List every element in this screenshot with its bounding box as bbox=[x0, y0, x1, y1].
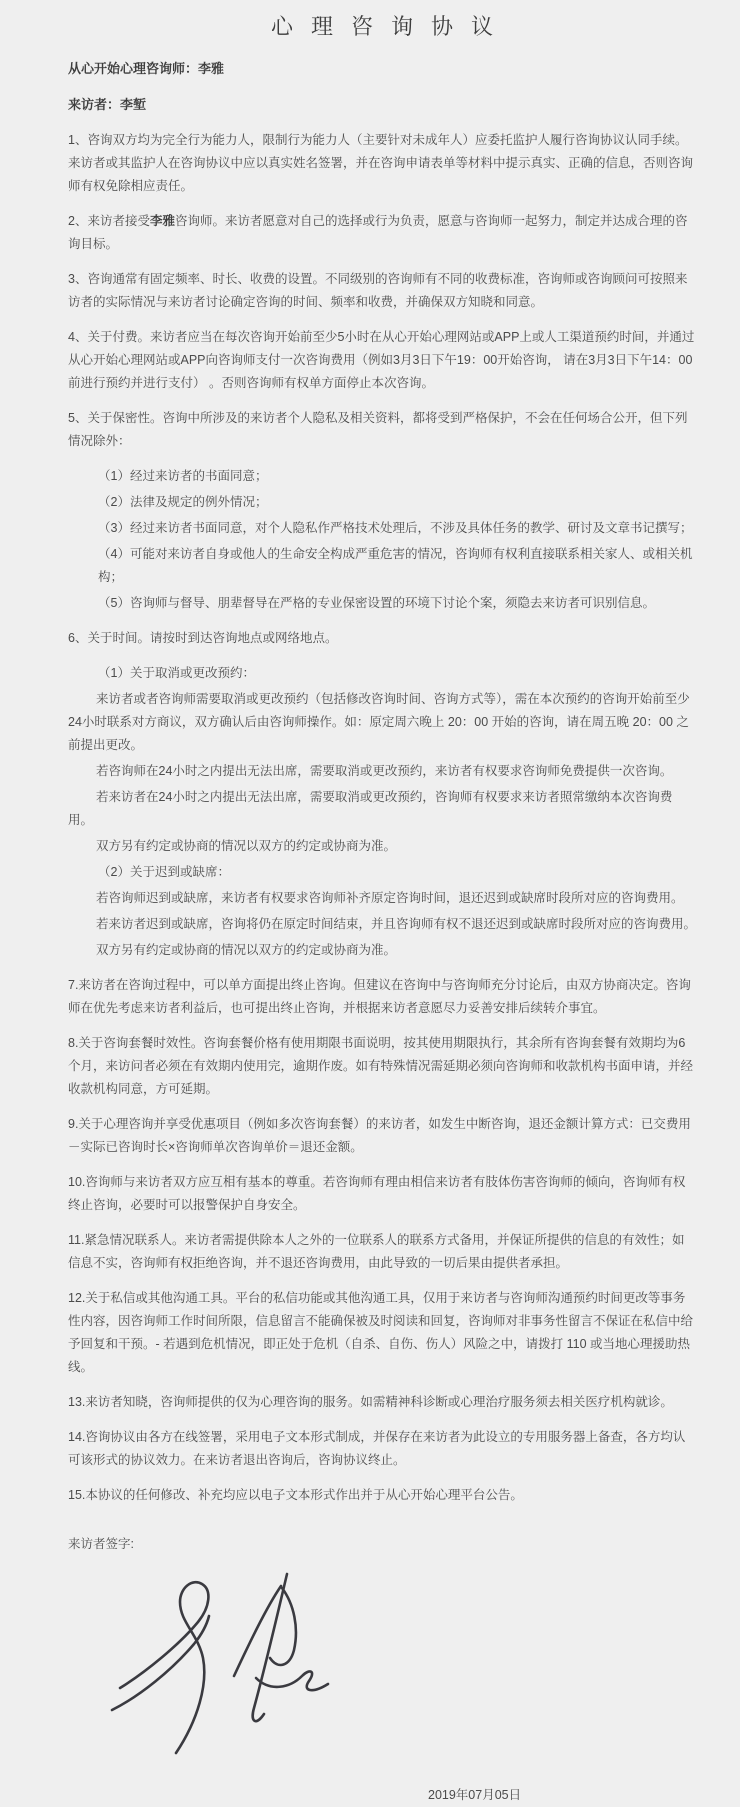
clause-paragraph: 15.本协议的任何修改、补充均应以电子文本形式作出并于从心开始心理平台公告。 bbox=[68, 1488, 523, 1502]
clause-paragraph: （5）咨询师与督导、朋辈督导在严格的专业保密设置的环境下讨论个案，须隐去来访者可识别信息。 bbox=[98, 596, 655, 610]
clause-paragraph: 5、关于保密性。咨询中所涉及的来访者个人隐私及相关资料，都将受到严格保护，不会在任何场合公开，但下列情况除外： bbox=[68, 411, 688, 448]
signature-section bbox=[68, 1533, 696, 1756]
clause-paragraph: 若来访者迟到或缺席，咨询将仍在原定时间结束，并且咨询师有权不退还迟到或缺席时段所对应的咨询费用。 bbox=[96, 917, 697, 931]
page-title: 心理咨询协议 bbox=[270, 14, 511, 39]
clause-paragraph: 12.关于私信或其他沟通工具。平台的私信功能或其他沟通工具，仅用于来访者与咨询师沟通预约时间更改等事务性内容，因咨询师工作时间所限，信息留言不能确保被及时阅读和回复，咨询师对非事务性留言不保证在私信中给予回复和干预。- 若遇到危机情况，即正处于危机（自杀、自伤、伤人）风险之中，请拨打 110 或当地心理援助热线。 bbox=[68, 1291, 694, 1374]
signature-date: 2019年07月05日 bbox=[428, 1788, 522, 1802]
clause-paragraph: 1、咨询双方均为完全行为能力人，限制行为能力人（主要针对未成年人）应委托监护人履行咨询协议认同手续。来访者或其监护人在咨询协议中应以真实姓名签署，并在咨询申请表单等材料中提示真实、正确的信息，否则咨询师有权免除相应责任。 bbox=[68, 133, 694, 193]
clause-paragraph: 双方另有约定或协商的情况以双方的约定或协商为准。 bbox=[96, 839, 397, 853]
clause-paragraph: 9.关于心理咨询并享受优惠项目（例如多次咨询套餐）的来访者，如发生中断咨询，退还金额计算方式：已交费用－实际已咨询时长×咨询师单次咨询单价＝退还金额。 bbox=[68, 1117, 691, 1154]
clause-paragraph: （1）经过来访者的书面同意； bbox=[98, 469, 268, 483]
clause-paragraph: 2、来访者接受李雅咨询师。来访者愿意对自己的选择或行为负责，愿意与咨询师一起努力，制定并达成合理的咨询目标。 bbox=[68, 214, 688, 251]
clause-paragraph: 14.咨询协议由各方在线签署，采用电子文本形式制成，并保存在来访者为此设立的专用服务器上备查，各方均认可该形式的协议效力。在来访者退出咨询后，咨询协议终止。 bbox=[68, 1430, 686, 1467]
clause-paragraph: 8.关于咨询套餐时效性。咨询套餐价格有使用期限书面说明，按其使用期限执行，其余所有咨询套餐有效期均为6个月，来访问者必须在有效期内使用完，逾期作废。如有特殊情况需延期必须向咨询师和收款机构书面申请，并经收款机构同意，方可延期。 bbox=[68, 1036, 694, 1096]
visitor-line: 来访者：李堑 bbox=[68, 97, 147, 112]
clause-paragraph: 双方另有约定或协商的情况以双方的约定或协商为准。 bbox=[96, 943, 397, 957]
clause-paragraph: 11.紧急情况联系人。来访者需提供除本人之外的一位联系人的联系方式备用，并保证所提供的信息的有效性；如信息不实，咨询师有权拒绝咨询，并不退还咨询费用，由此导致的一切后果由提供者承担。 bbox=[68, 1233, 685, 1270]
counselor-line: 从心开始心理咨询师：李雅 bbox=[68, 61, 225, 76]
clause-paragraph: （1）关于取消或更改预约： bbox=[98, 666, 255, 680]
clause-paragraph: （2）法律及规定的例外情况； bbox=[98, 495, 268, 509]
clause-paragraph: 来访者或者咨询师需要取消或更改预约（包括修改咨询时间、咨询方式等），需在本次预约的咨询开始前至少24小时联系对方商议，双方确认后由咨询师操作。如：原定周六晚上 20：00 开始的咨询，请在周五晚 20：00 之前提出更改。 bbox=[68, 692, 690, 752]
clause-paragraph: 10.咨询师与来访者双方应互相有基本的尊重。若咨询师有理由相信来访者有肢体伤害咨询师的倾向，咨询师有权终止咨询，必要时可以报警保护自身安全。 bbox=[68, 1175, 686, 1212]
clause-paragraph: 若咨询师迟到或缺席，来访者有权要求咨询师补齐原定咨询时间，退还迟到或缺席时段所对应的咨询费用。 bbox=[96, 891, 684, 905]
clause-paragraph: 若来访者在24小时之内提出无法出席，需要取消或更改预约，咨询师有权要求来访者照常缴纳本次咨询费用。 bbox=[68, 790, 673, 827]
handwritten-signature bbox=[106, 1560, 342, 1756]
clauses bbox=[68, 129, 696, 1507]
clause-paragraph: （2）关于迟到或缺席： bbox=[98, 865, 230, 879]
clause-paragraph: 4、关于付费。来访者应当在每次咨询开始前至少5小时在从心开始心理网站或APP上或人工渠道预约时间，并通过从心开始心理网站或APP向咨询师支付一次咨询费用（例如3月3日下午19：00开始咨询， 请在3月3日下午14：00前进行预约并进行支付） 。否则咨询师有权单方面停止本次咨询。 bbox=[68, 330, 695, 390]
clause-paragraph: 7.来访者在咨询过程中，可以单方面提出终止咨询。但建议在咨询中与咨询师充分讨论后，由双方协商决定。咨询师在优先考虑来访者利益后，也可提出终止咨询，并根据来访者意愿尽力妥善安排后续转介事宜。 bbox=[68, 978, 691, 1015]
clause-paragraph: 6、关于时间。请按时到达咨询地点或网络地点。 bbox=[68, 631, 338, 645]
clause-paragraph: 若咨询师在24小时之内提出无法出席，需要取消或更改预约，来访者有权要求咨询师免费提供一次咨询。 bbox=[96, 764, 673, 778]
clause-paragraph: （4）可能对来访者自身或他人的生命安全构成严重危害的情况，咨询师有权利直接联系相关家人、或相关机构； bbox=[98, 547, 693, 584]
clause-paragraph: 3、咨询通常有固定频率、时长、收费的设置。不同级别的咨询师有不同的收费标准，咨询师或咨询顾问可按照来访者的实际情况与来访者讨论确定咨询的时间、频率和收费，并确保双方知晓和同意。 bbox=[68, 272, 688, 309]
signature-label: 来访者签字: bbox=[68, 1537, 134, 1551]
clause-paragraph: （3）经过来访者书面同意，对个人隐私作严格技术处理后，不涉及具体任务的教学、研讨及文章书记撰写； bbox=[98, 521, 693, 535]
clause-paragraph: 13.来访者知晓，咨询师提供的仅为心理咨询的服务。如需精神科诊断或心理治疗服务须去相关医疗机构就诊。 bbox=[68, 1395, 673, 1409]
